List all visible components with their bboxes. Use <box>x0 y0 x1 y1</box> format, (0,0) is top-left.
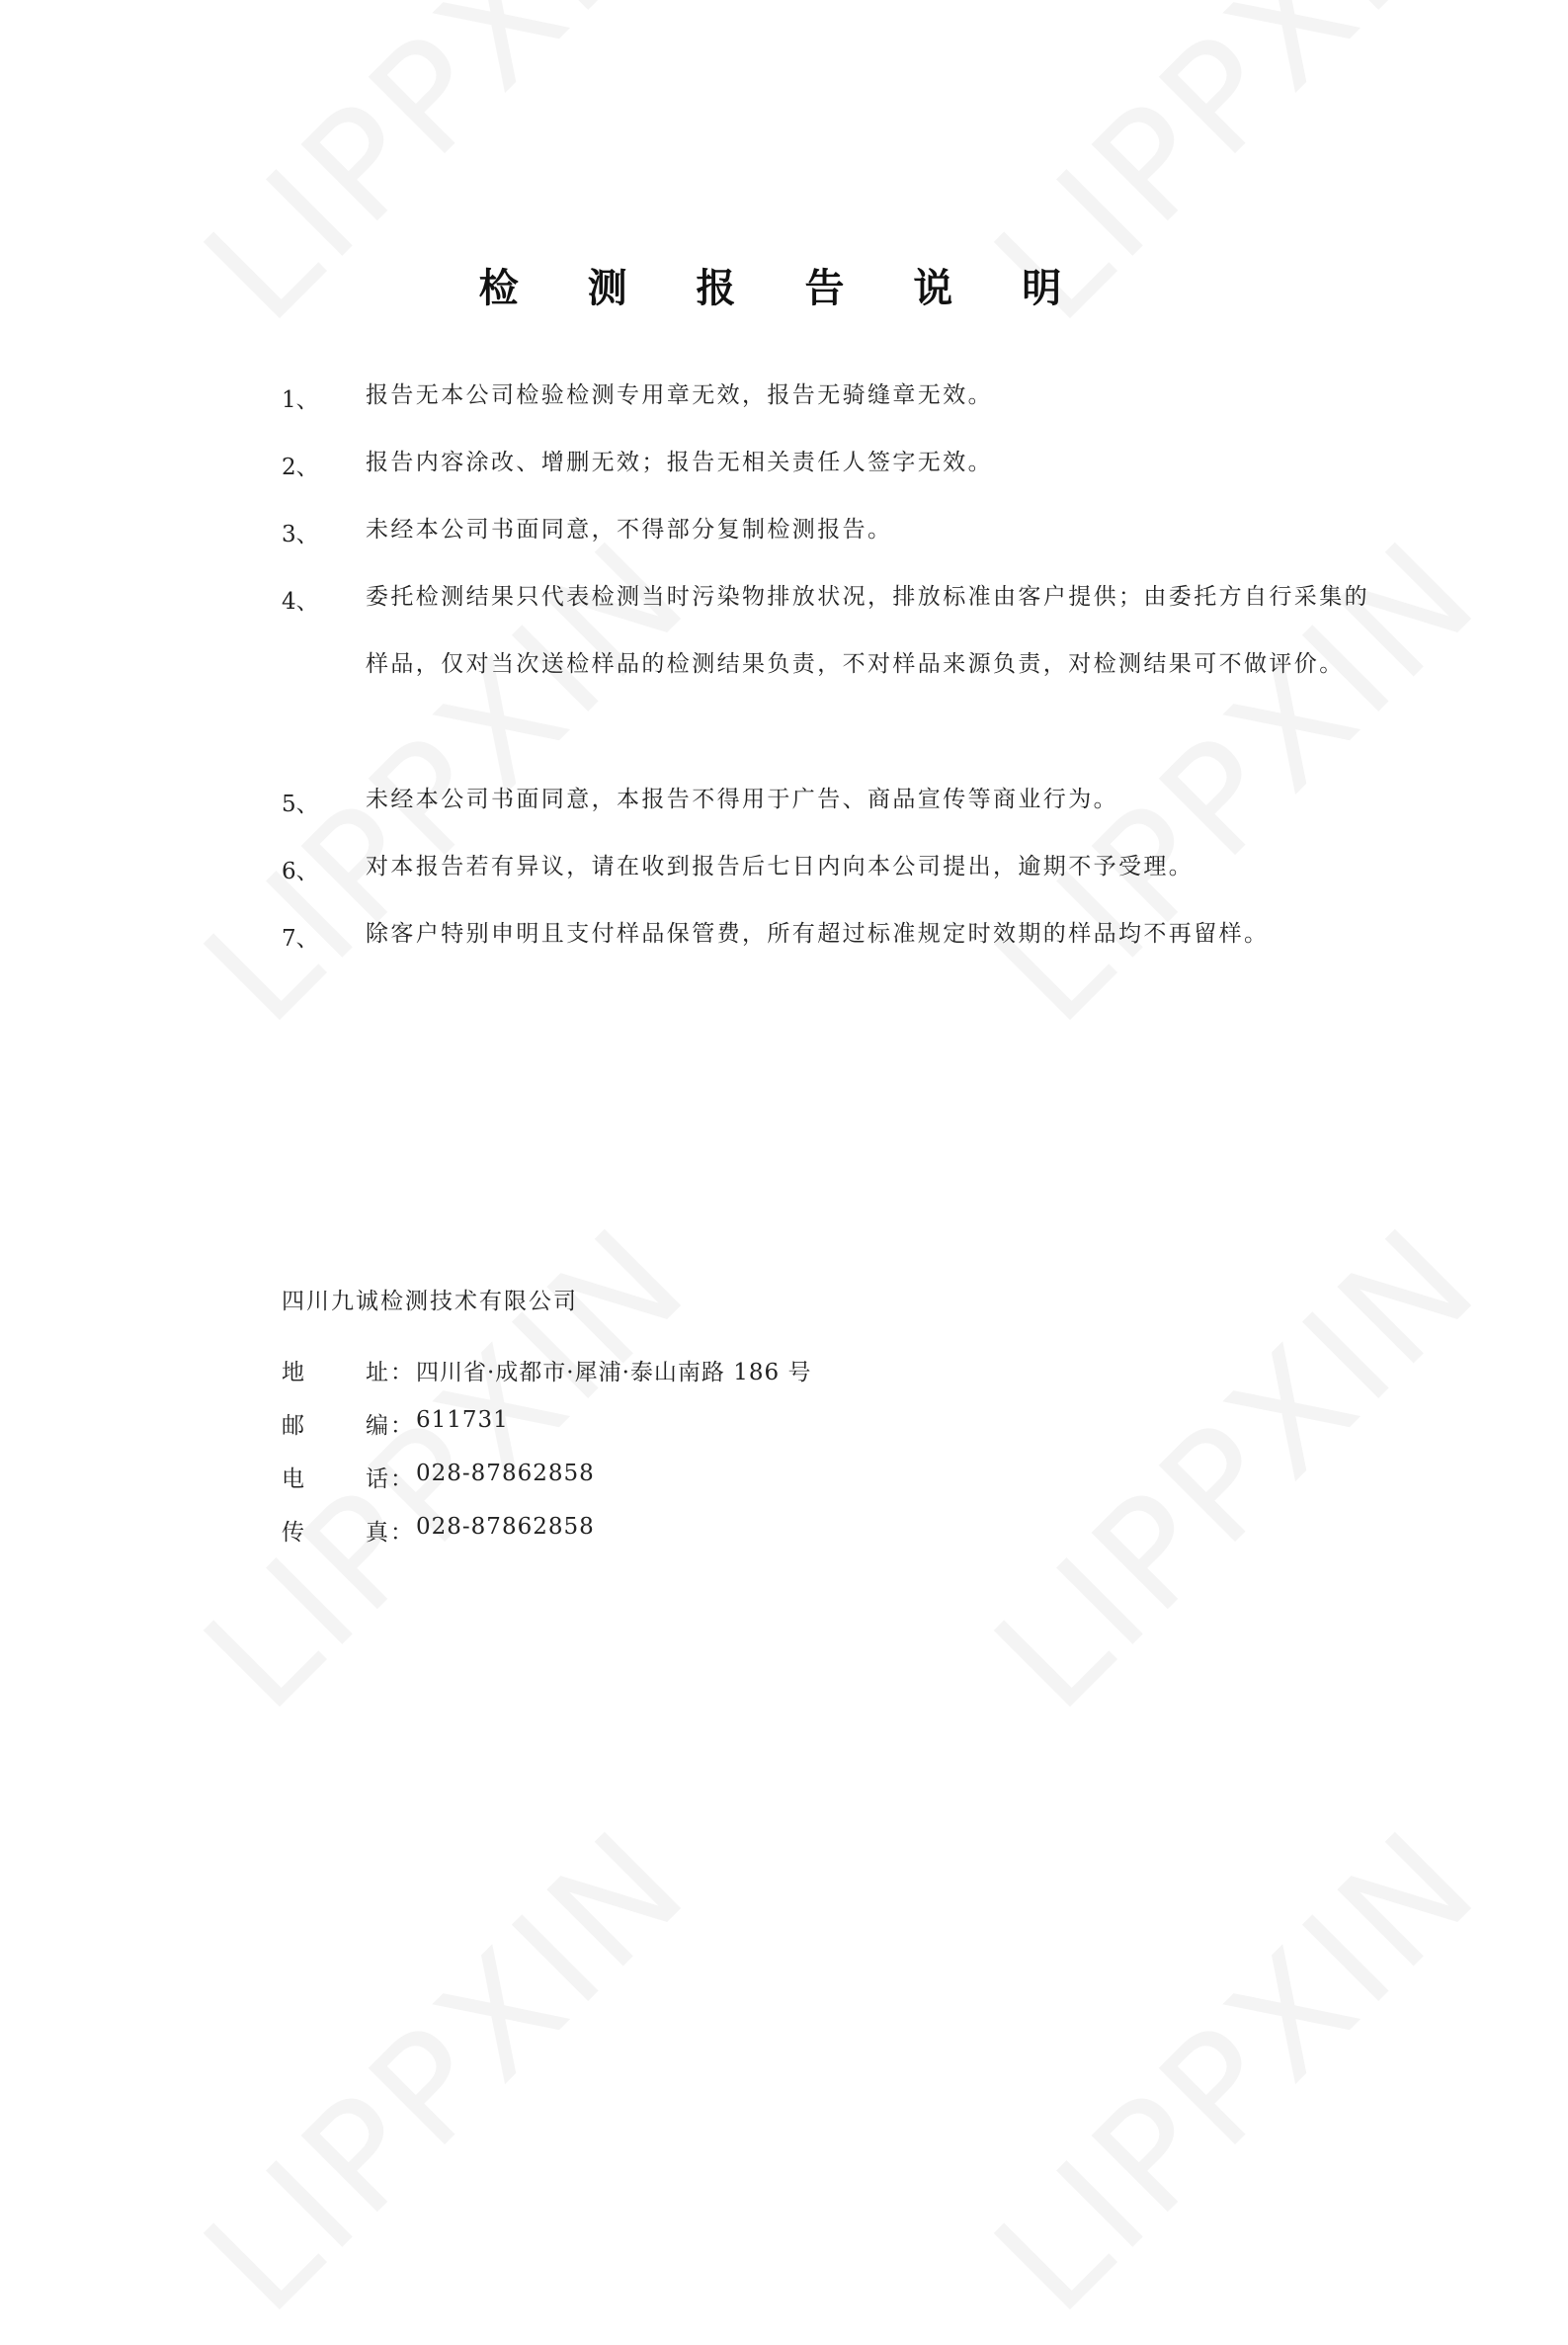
info-label: 话 <box>366 1466 388 1492</box>
watermark <box>173 1798 720 2345</box>
info-label: 地 <box>282 1360 304 1385</box>
info-label: 电 <box>282 1466 304 1492</box>
info-separator: ： <box>390 1360 413 1385</box>
fax-value: 028-87862858 <box>416 1514 595 1540</box>
clause-number: 3、 <box>282 522 319 547</box>
clause-number: 5、 <box>282 792 319 817</box>
info-label: 邮 <box>282 1413 304 1439</box>
postcode-value: 611731 <box>416 1407 509 1433</box>
clause-text: 报告内容涂改、增删无效；报告无相关责任人签字无效。 <box>366 450 993 475</box>
watermark <box>963 1195 1511 1742</box>
info-separator: ： <box>390 1466 413 1492</box>
page-title: 检 测 报 告 说 明 <box>478 265 1090 311</box>
clause-text: 未经本公司书面同意，不得部分复制检测报告。 <box>366 517 893 543</box>
clause-text: 未经本公司书面同意，本报告不得用于广告、商品宣传等商业行为。 <box>366 787 1118 812</box>
info-separator: ： <box>390 1413 413 1439</box>
clause-number: 1、 <box>282 387 319 413</box>
address-value: 四川省·成都市·犀浦·泰山南路 186 号 <box>416 1360 812 1385</box>
clause-text: 对本报告若有异议，请在收到报告后七日内向本公司提出，逾期不予受理。 <box>366 854 1195 879</box>
clause-number: 6、 <box>282 859 319 884</box>
clause-number: 2、 <box>282 455 319 480</box>
info-label: 编 <box>366 1413 388 1439</box>
clause-number: 7、 <box>282 926 319 952</box>
clause-text: 委托检测结果只代表检测当时污染物排放状况，排放标准由客户提供；由委托方自行采集的样品，仅对当次送检样品的检测结果负责，不对样品来源负责，对检测结果可不做评价。 <box>366 584 1369 677</box>
clause-text: 报告无本公司检验检测专用章无效，报告无骑缝章无效。 <box>366 382 993 408</box>
info-separator: ： <box>390 1520 413 1546</box>
info-label: 真 <box>366 1520 388 1546</box>
info-label: 址 <box>366 1360 388 1385</box>
company-name: 四川九诚检测技术有限公司 <box>282 1289 578 1314</box>
info-label: 传 <box>282 1520 304 1546</box>
clause-number: 4、 <box>282 589 319 615</box>
phone-value: 028-87862858 <box>416 1461 595 1486</box>
watermark <box>963 1798 1511 2345</box>
clause-text: 除客户特别申明且支付样品保管费，所有超过标准规定时效期的样品均不再留样。 <box>366 921 1270 947</box>
